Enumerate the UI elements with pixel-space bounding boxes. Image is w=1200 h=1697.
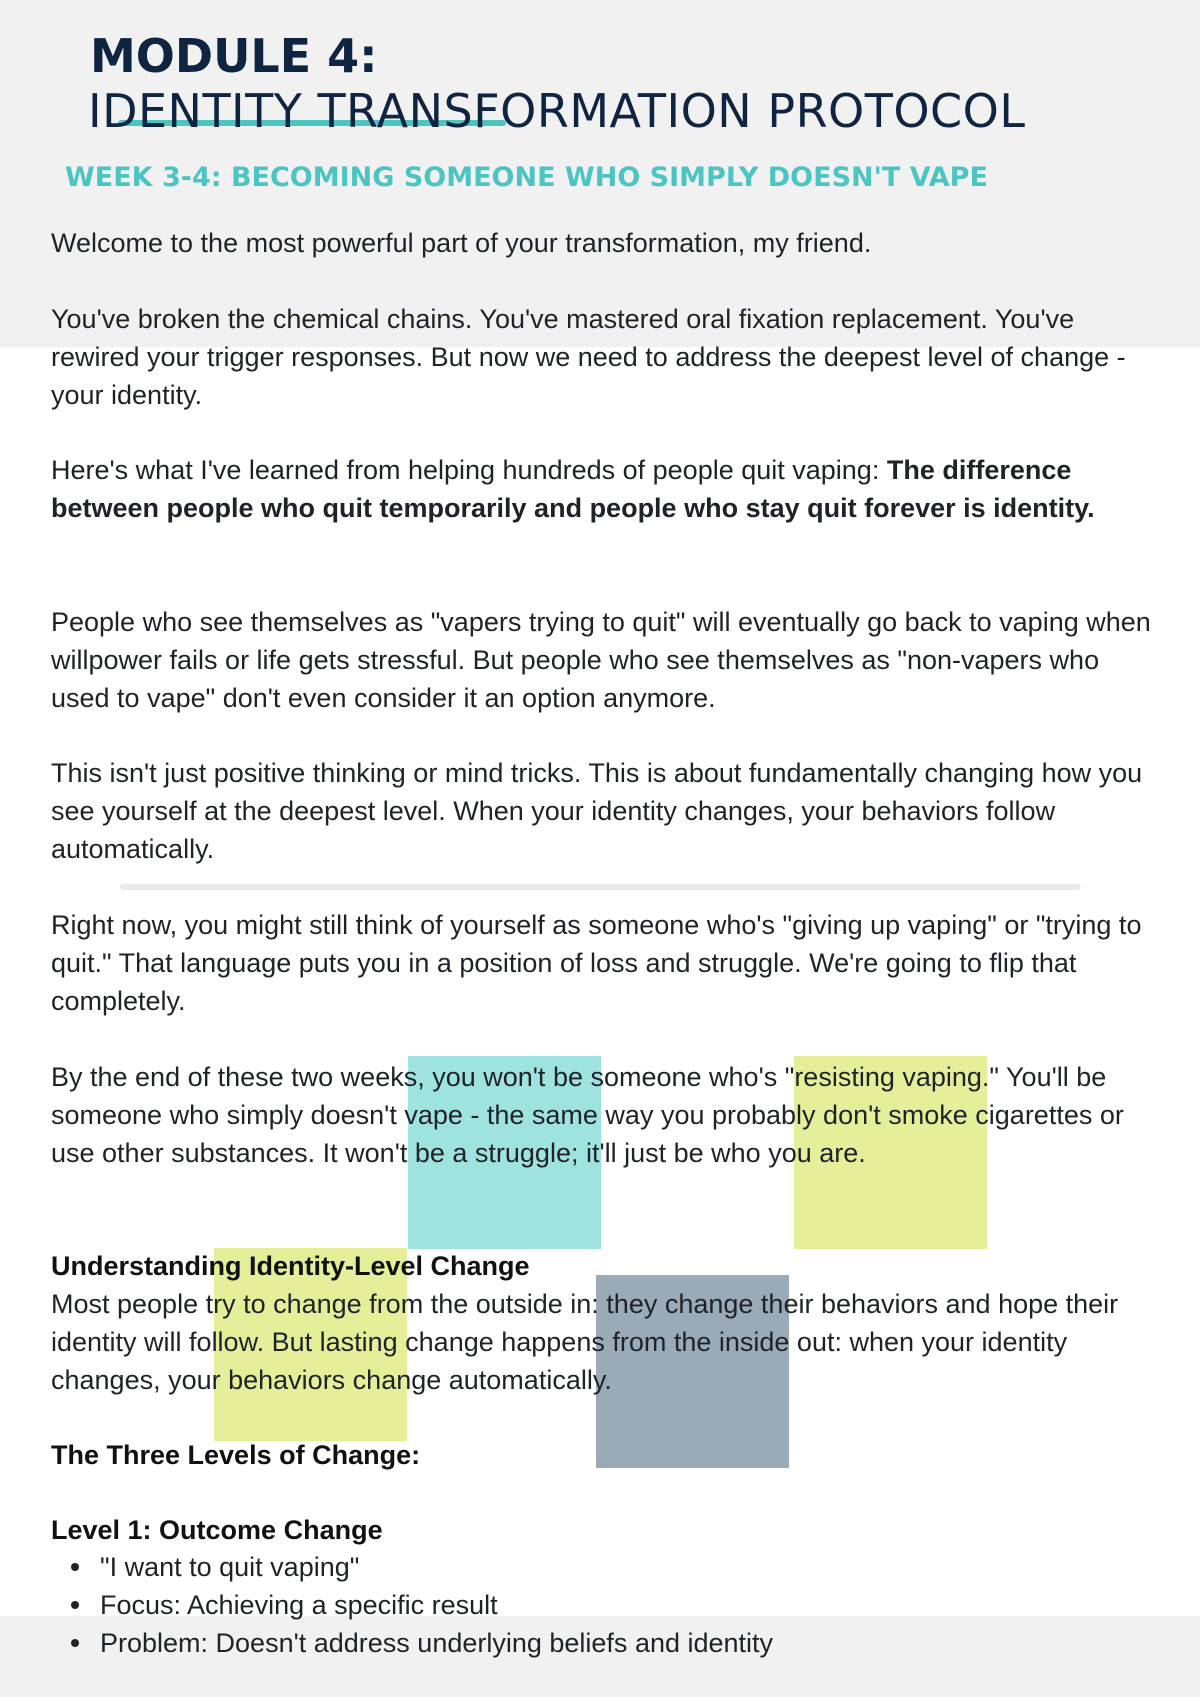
understanding-heading: Understanding Identity-Level Change: [51, 1251, 530, 1281]
welcome-paragraph: Welcome to the most powerful part of your transformation, my friend.: [51, 228, 872, 258]
bullet-text: Problem: Doesn't address underlying beliefs and identity: [100, 1628, 774, 1658]
identity-key-paragraph: [51, 451, 1131, 527]
not-positive-thinking-paragraph: This isn't just positive thinking or mind tricks. This is about fundamentally changing how you see yourself at the deepest level. When your identity changes, your behaviors follow automatically.: [51, 758, 1143, 864]
bullet-dot-icon: [71, 1601, 79, 1609]
bullet-dot-icon: [71, 1563, 79, 1571]
identity-key-intro: Here's what I've learned from helping hundreds of people quit vaping:: [51, 455, 880, 485]
broken-chains-paragraph: You've broken the chemical chains. You've mastered oral fixation replacement. You've rewired your trigger responses. But now we need to address the deepest level of change - your identity.: [51, 304, 1126, 410]
protocol-title: IDENTITY TRANSFORMATION PROTOCOL: [88, 84, 1026, 138]
week-subtitle: WEEK 3-4: BECOMING SOMEONE WHO SIMPLY DOESN'T VAPE: [65, 162, 988, 193]
self-perception-paragraph: People who see themselves as "vapers trying to quit" will eventually go back to vaping when willpower fails or life gets stressful. But people who see themselves as "non-vapers who used to vape" don't even consider it an option anymore.: [51, 607, 1151, 713]
list-item: [51, 1624, 773, 1662]
level-1-heading: Level 1: Outcome Change: [51, 1515, 383, 1545]
identity-key-emphasis: The difference between people who quit temporarily and people who stay quit forever is identity.: [51, 455, 1095, 523]
list-item: [51, 1548, 773, 1586]
bullet-text: "I want to quit vaping": [100, 1552, 360, 1582]
section-divider: [120, 884, 1081, 890]
end-of-weeks-paragraph: By the end of these two weeks, you won't be someone who's "resisting vaping." You'll be someone who simply doesn't vape - the same way you probably don't smoke cigarettes or use other substances. It won't be a struggle; it'll just be who you are.: [51, 1062, 1124, 1168]
outside-in-paragraph: Most people try to change from the outside in: they change their behaviors and hope their identity will follow. But lasting change happens from the inside out: when your identity changes, your behaviors change automatically.: [51, 1289, 1119, 1395]
bullet-dot-icon: [71, 1639, 79, 1647]
level-1-bullet-list: [51, 1548, 773, 1662]
three-levels-heading: The Three Levels of Change:: [51, 1440, 421, 1470]
list-item: [51, 1586, 773, 1624]
right-now-paragraph: Right now, you might still think of yourself as someone who's "giving up vaping" or "trying to quit." That language puts you in a position of loss and struggle. We're going to flip that completely.: [51, 910, 1142, 1016]
module-title: MODULE 4:: [90, 29, 378, 83]
bullet-text: Focus: Achieving a specific result: [100, 1590, 498, 1620]
